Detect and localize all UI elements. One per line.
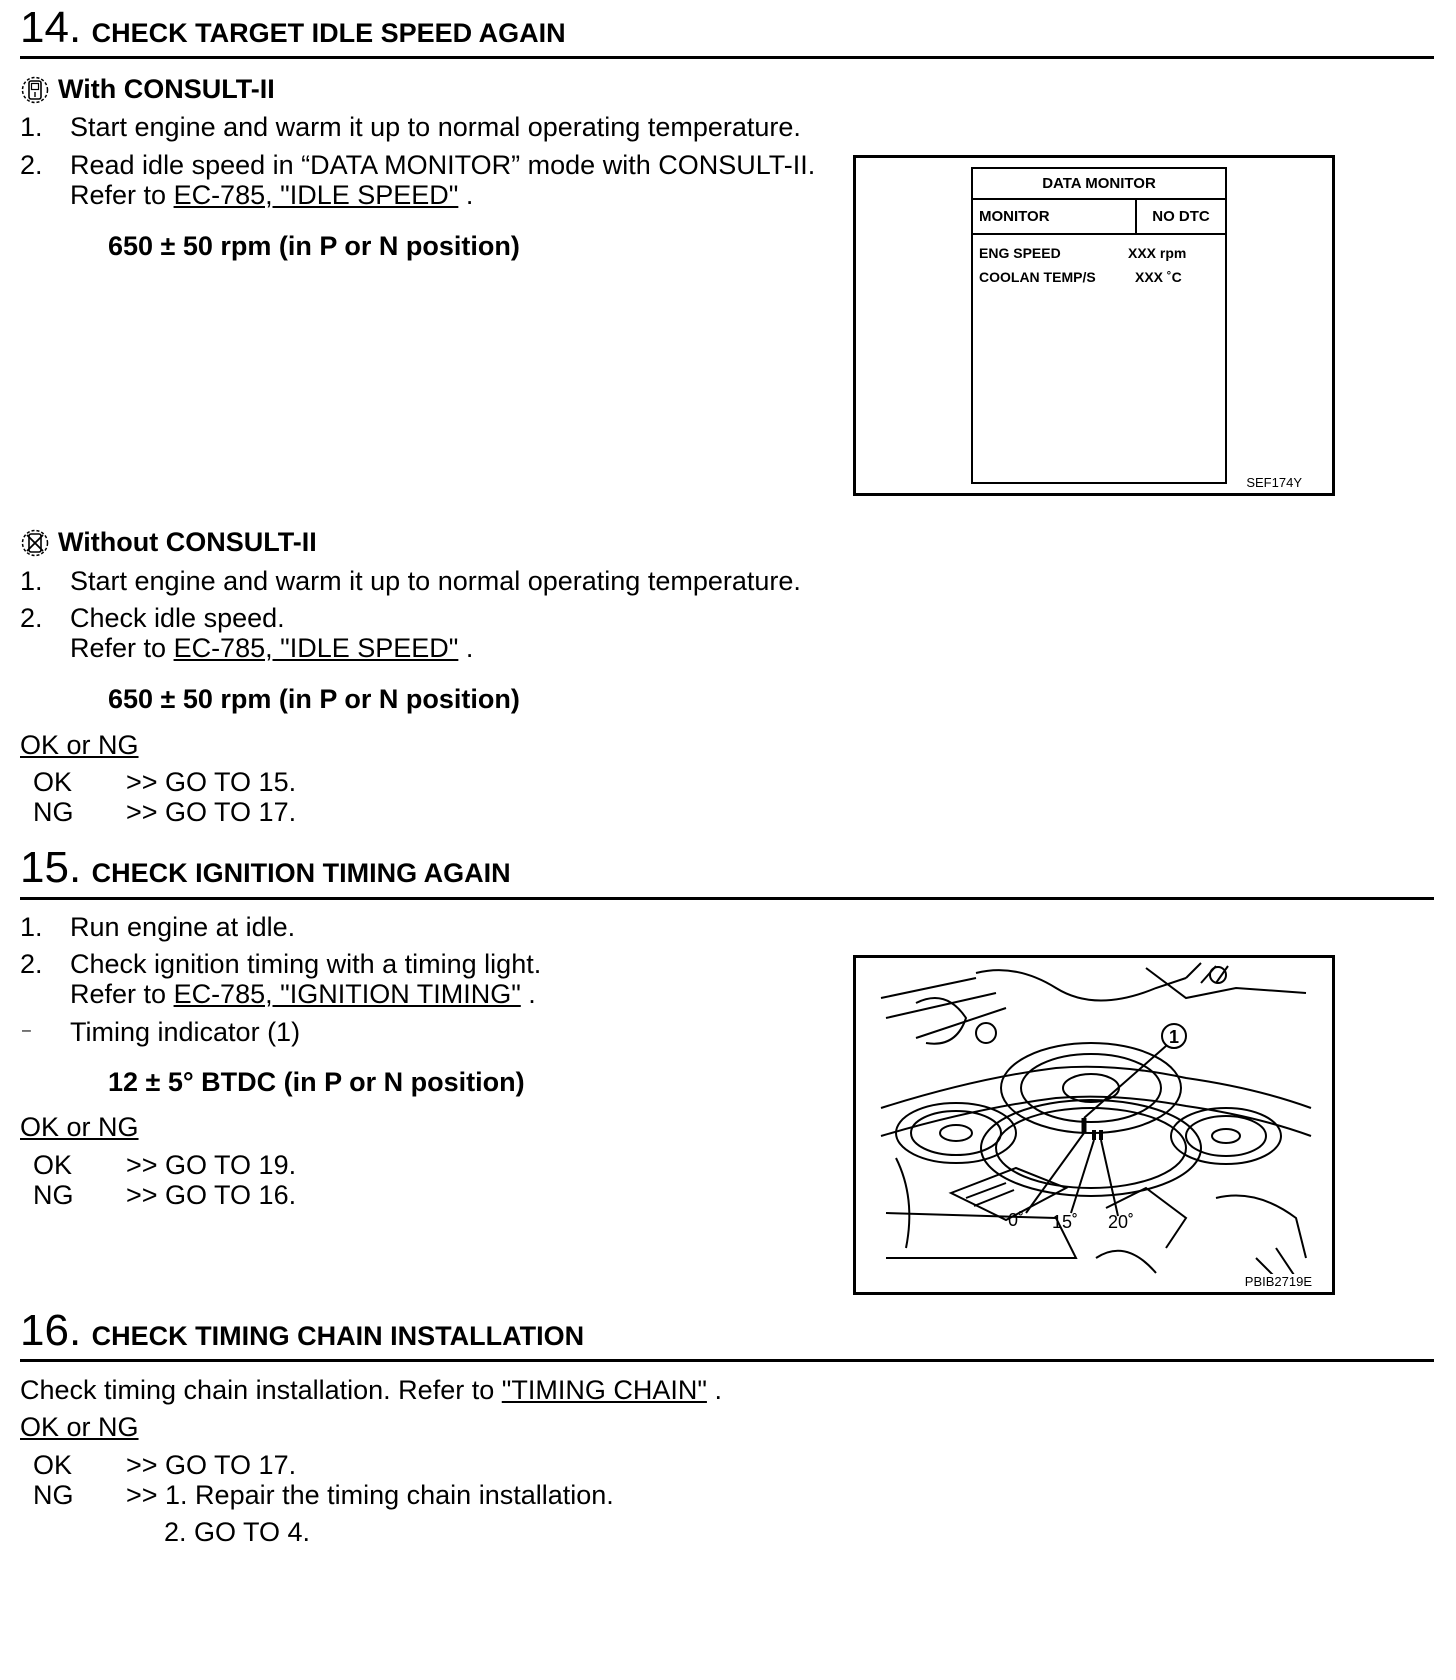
section-divider	[20, 897, 1434, 900]
step-title: CHECK IGNITION TIMING AGAIN	[91, 858, 511, 888]
step-14-heading	[20, 3, 566, 52]
result-status-ng: NG	[33, 797, 74, 827]
result-status-ng: NG	[33, 1480, 74, 1510]
figure-code: SEF174Y	[1246, 475, 1302, 490]
list-item-text: Read idle speed in “DATA MONITOR” mode with CONSULT-II.	[70, 150, 816, 180]
header-divider	[973, 233, 1225, 235]
idle-speed-spec: 650 ± 50 rpm (in P or N position)	[108, 684, 520, 714]
list-number: 1.	[20, 912, 43, 942]
reference-link-idle-speed[interactable]: EC-785, "IDLE SPEED"	[173, 633, 459, 663]
callout-number: 1	[1168, 1027, 1180, 1047]
figure-code: PBIB2719E	[1244, 1274, 1312, 1289]
ignition-timing-spec: 12 ± 5° BTDC (in P or N position)	[108, 1067, 525, 1097]
ok-or-ng-heading: OK or NG	[20, 730, 139, 760]
reference-line	[70, 180, 473, 211]
reference-suffix: .	[465, 633, 474, 663]
result-action: >> GO TO 17.	[126, 797, 297, 827]
idle-speed-spec: 650 ± 50 rpm (in P or N position)	[108, 231, 520, 261]
reference-link-ignition-timing[interactable]: EC-785, "IGNITION TIMING"	[173, 979, 521, 1009]
data-monitor-screen	[971, 167, 1227, 484]
step-title: CHECK TARGET IDLE SPEED AGAIN	[91, 18, 566, 48]
reference-prefix: Refer to	[70, 180, 167, 210]
step-title: CHECK TIMING CHAIN INSTALLATION	[91, 1321, 585, 1351]
step-number: 16.	[20, 1306, 82, 1355]
timing-mark-0: 0˚	[1008, 1210, 1025, 1230]
ok-or-ng-heading: OK or NG	[20, 1412, 139, 1442]
list-item	[20, 150, 43, 181]
list-item-text: Start engine and warm it up to normal operating temperature.	[70, 112, 801, 142]
instruction-text: Check timing chain installation. Refer to	[20, 1375, 495, 1405]
bullet-dash: –	[22, 1022, 31, 1039]
result-status-ok: OK	[33, 767, 73, 797]
section-divider	[20, 56, 1434, 59]
reference-link-timing-chain[interactable]: "TIMING CHAIN"	[501, 1375, 707, 1405]
monitor-row-label: COOLAN TEMP/S	[979, 269, 1096, 285]
data-monitor-figure	[853, 155, 1335, 496]
instruction-line	[20, 1375, 722, 1406]
step-16-heading	[20, 1306, 585, 1355]
list-number: 2.	[20, 603, 43, 633]
monitor-row-value: XXX rpm	[1128, 245, 1187, 261]
reference-link-idle-speed[interactable]: EC-785, "IDLE SPEED"	[173, 180, 459, 210]
status-column-label: NO DTC	[1152, 208, 1210, 225]
result-followup: 2. GO TO 4.	[164, 1517, 311, 1547]
list-item-text: Check ignition timing with a timing light.	[70, 949, 542, 979]
with-consult-label: With CONSULT-II	[58, 74, 275, 104]
monitor-column-label: MONITOR	[979, 208, 1050, 225]
without-consult-label: Without CONSULT-II	[58, 527, 317, 557]
list-item-text: Run engine at idle.	[70, 912, 296, 942]
with-consult-heading	[20, 74, 275, 105]
section-divider	[20, 1359, 1434, 1362]
result-status-ng: NG	[33, 1180, 74, 1210]
reference-prefix: Refer to	[70, 979, 167, 1009]
step-number: 15.	[20, 843, 82, 892]
reference-suffix: .	[465, 180, 474, 210]
timing-mark-20: 20˚	[1108, 1212, 1135, 1232]
instruction-suffix: .	[714, 1375, 722, 1405]
engine-pulley-illustration	[856, 958, 1332, 1292]
result-action: >> GO TO 17.	[126, 1450, 297, 1480]
ignition-timing-figure	[853, 955, 1335, 1295]
reference-line	[70, 633, 473, 664]
result-status-ok: OK	[33, 1150, 73, 1180]
list-number: 2.	[20, 150, 43, 180]
result-action: >> GO TO 15.	[126, 767, 297, 797]
ok-or-ng-heading: OK or NG	[20, 1112, 139, 1142]
list-number: 1.	[20, 112, 43, 142]
timing-mark-15: 15˚	[1052, 1212, 1079, 1232]
list-item	[20, 112, 43, 143]
data-monitor-header: DATA MONITOR	[973, 169, 1225, 200]
result-action: >> GO TO 19.	[126, 1150, 297, 1180]
monitor-row-value: XXX ˚C	[1135, 269, 1182, 285]
without-consult-heading	[20, 527, 317, 558]
step-15-heading	[20, 843, 511, 892]
monitor-row-label: ENG SPEED	[979, 245, 1061, 261]
result-action: >> 1. Repair the timing chain installation.	[126, 1480, 614, 1510]
list-item-text: Start engine and warm it up to normal operating temperature.	[70, 566, 801, 596]
list-item-text: Check idle speed.	[70, 603, 285, 633]
result-status-ok: OK	[33, 1450, 73, 1480]
bullet-text: Timing indicator (1)	[70, 1017, 301, 1047]
list-number: 2.	[20, 949, 43, 979]
step-number: 14.	[20, 3, 82, 52]
reference-suffix: .	[528, 979, 536, 1009]
consult-icon	[20, 75, 50, 105]
list-number: 1.	[20, 566, 43, 596]
reference-prefix: Refer to	[70, 633, 167, 663]
reference-line	[70, 979, 536, 1010]
result-action: >> GO TO 16.	[126, 1180, 297, 1210]
no-consult-icon	[20, 528, 50, 558]
